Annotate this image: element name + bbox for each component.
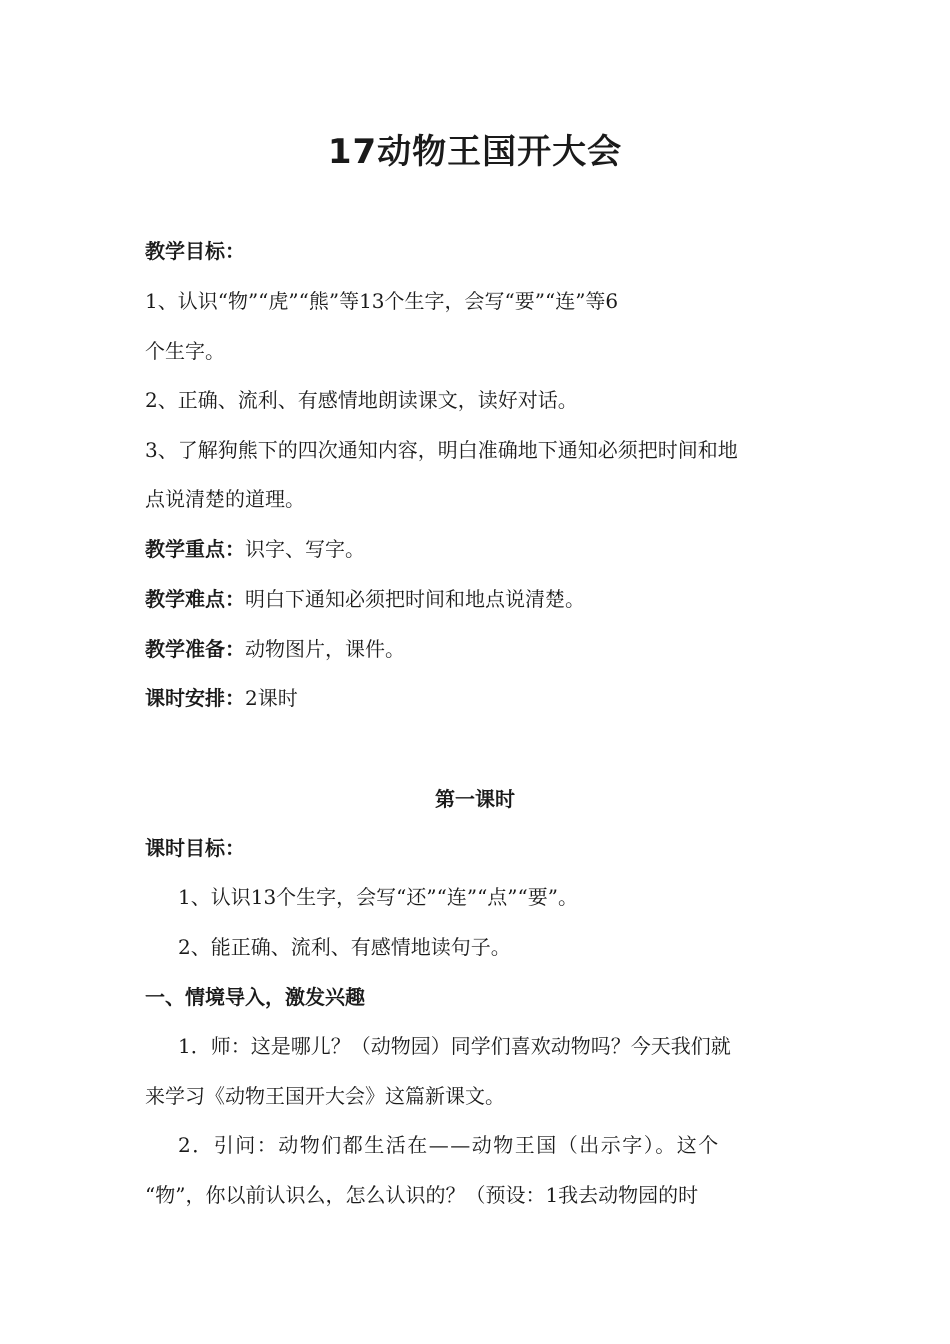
lesson1-objectives-row — [145, 833, 810, 863]
lesson1-objective-1: 1、认识13个生字，会写“还”“连”“点”“要”。 — [178, 885, 578, 909]
objectives-row — [145, 236, 810, 266]
lesson1-objectives-label: 课时目标： — [145, 836, 245, 860]
difficulties-label: 教学难点： — [145, 587, 245, 611]
difficulties-value: 明白下通知必须把时间和地点说清楚。 — [245, 587, 585, 611]
para1-line2: 来学习《动物王国开大会》这篇新课文。 — [145, 1084, 505, 1108]
objective-item-1: 1、认识“物”“虎”“熊”等13个生字，会写“要”“连”等6 — [145, 289, 619, 313]
document-title: 17动物王国开大会 — [327, 132, 623, 172]
schedule-value: 2课时 — [245, 686, 298, 710]
schedule-label: 课时安排： — [145, 686, 245, 710]
para2-line1: 2．引问：动物们都生活在——动物王国（出示字）。这个 — [178, 1133, 720, 1157]
key-points-value: 识字、写字。 — [245, 537, 365, 561]
difficulties-row — [145, 584, 810, 614]
para2-line2: “物”，你以前认识么，怎么认识的？（预设：1我去动物园的时 — [145, 1183, 699, 1207]
section1-heading: 一、情境导入，激发兴趣 — [145, 985, 365, 1009]
lesson1-objective-2: 2、能正确、流利、有感情地读句子。 — [178, 935, 511, 959]
preparation-row — [145, 634, 810, 664]
objective-item-2: 2、正确、流利、有感情地朗读课文，读好对话。 — [145, 388, 578, 412]
para1-line1: 1．师：这是哪儿？（动物园）同学们喜欢动物吗？今天我们就 — [178, 1034, 731, 1058]
preparation-label: 教学准备： — [145, 637, 245, 661]
key-points-row — [145, 534, 810, 564]
lesson1-heading: 第一课时 — [435, 787, 515, 811]
objective-item-3-cont: 点说清楚的道理。 — [145, 487, 305, 511]
schedule-row — [145, 683, 810, 713]
key-points-label: 教学重点： — [145, 537, 245, 561]
preparation-value: 动物图片，课件。 — [245, 637, 405, 661]
objective-item-1-cont: 个生字。 — [145, 339, 225, 363]
objective-item-3: 3、了解狗熊下的四次通知内容，明白准确地下通知必须把时间和地 — [145, 438, 738, 462]
objectives-label: 教学目标： — [145, 239, 245, 263]
